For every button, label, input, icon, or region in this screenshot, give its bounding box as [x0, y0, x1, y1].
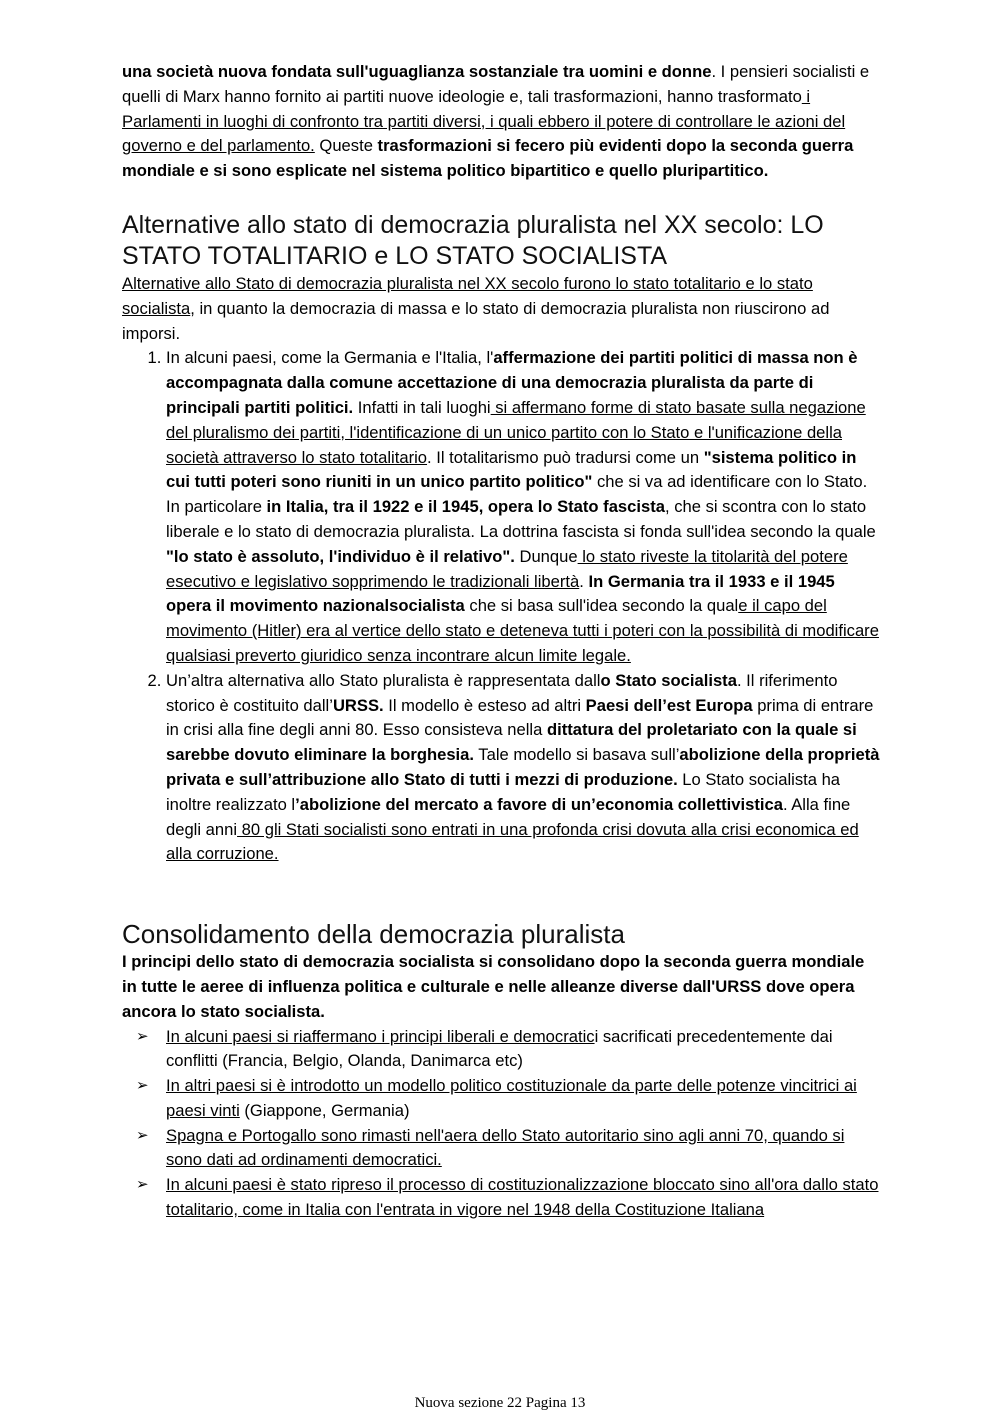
underline-run: In alcuni paesi si riaffermano i principi liberali e democratic	[166, 1026, 595, 1046]
bold-run: "sistema politico in cui tutti poteri sono riuniti in un unico partito politico"	[166, 447, 857, 492]
text-run: prima di entrare in crisi alla fine degli anni 80. Esso consisteva nella	[166, 695, 874, 740]
text-run: . Il totalitarismo può tradursi come un	[427, 447, 704, 467]
consolidation-intro	[122, 950, 882, 1024]
bold-run: In Germania tra il 1933 e il 1945 opera il movimento nazionalsocialista	[166, 571, 835, 616]
bold-run: dittatura del proletariato con la quale si sarebbe dovuto eliminare la borghesia.	[166, 720, 857, 765]
text-run: Infatti in tali luoghi	[353, 397, 491, 417]
text-run: .	[579, 571, 589, 591]
bold-run: affermazione dei partiti politici di massa non è accompagnata dalla comune accettazione di una democrazia pluralista da parte di principali partiti politici.	[166, 348, 858, 417]
underline-run: In alcuni paesi è stato ripreso il processo di costituzionalizzazione bloccato sino all'ora dallo stato totalitario, come in Italia con l'entrata in vigore nel 1948 della Costituzione Italiana	[166, 1175, 879, 1220]
text-run: Il modello è esteso ad altri	[383, 695, 586, 715]
intro-paragraph	[122, 60, 882, 184]
underline-run: e il capo del movimento (Hitler) era al vertice dello stato e deteneva tutti i poteri con la possibilità di modificare qualsiasi preverto giuridico senza incontrare alcun limite legale.	[166, 596, 879, 665]
heading-alternative: Alternative allo stato di democrazia pluralista nel XX secolo: LO STATO TOTALITARIO e LO STATO SOCIALISTA	[122, 210, 824, 270]
text-run: . Alla fine degli anni	[166, 794, 851, 839]
consolidation-list	[122, 1025, 882, 1223]
bold-run: "lo stato è assoluto, l'individuo è il relativo".	[166, 546, 515, 566]
text-run: che si va ad identificare con lo Stato. In particolare	[166, 472, 868, 517]
bold-run: in Italia, tra il 1922 e il 1945, opera lo Stato fascista	[266, 497, 665, 517]
bold-run: abolizione della proprietà privata e sull’attribuzione allo Stato di tutti i mezzi di produzione.	[166, 745, 880, 789]
underline-run: Spagna e Portogallo sono rimasti nell'aera dello Stato autoritario sino agli anni 70, quando si sono dati ad ordinamenti democratici.	[166, 1125, 845, 1170]
alternative-intro-text: , in quanto la democrazia di massa e lo stato di democrazia pluralista non riuscirono ad imporsi.	[122, 298, 830, 343]
intro-text-1: . I pensieri socialisti e quelli di Marx hanno fornito ai partiti nuove ideologie e, tali trasformazioni, hanno trasformato	[122, 62, 870, 106]
list-item	[136, 1025, 882, 1075]
text-run: Un’altra alternativa allo Stato pluralista è rappresentata dall	[166, 670, 601, 690]
list-item-totalitarian	[166, 346, 882, 668]
alternative-intro	[122, 272, 882, 346]
arrow-bullet-icon: ➢	[136, 1027, 149, 1045]
list-item	[136, 1124, 882, 1174]
text-run: (Giappone, Germania)	[239, 1100, 410, 1120]
underline-run: In altri paesi si è introdotto un modello politico costituzionale da parte delle potenze vincitrici ai paesi vinti	[166, 1076, 857, 1120]
document-page	[122, 60, 882, 1223]
arrow-bullet-icon: ➢	[136, 1077, 149, 1095]
list-item	[136, 1173, 882, 1223]
text-run: In alcuni paesi, come la Germania e l'Italia, l'	[166, 348, 494, 368]
consolidation-intro-bold: I principi dello stato di democrazia socialista si consolidano dopo la seconda guerra mondiale in tutte le aeree di influenza politica e culturale e nelle alleanze diverse dall'URSS dove opera ancora lo stato socialista.	[122, 952, 865, 1021]
text-run: , che si scontra con lo stato liberale e lo stato di democrazia pluralista. La dottrina fascista si fonda sull'idea secondo la quale	[166, 497, 876, 541]
page-footer: Nuova sezione 22 Pagina 13	[414, 1395, 586, 1411]
list-item-socialist	[166, 669, 882, 867]
underline-run: si affermano forme di stato basate sulla negazione del pluralismo dei partiti, l'identificazione di un unico partito con lo Stato e l'unificazione della società attraverso lo stato totalitario	[166, 397, 866, 467]
intro-text-2: Queste	[314, 136, 378, 156]
intro-bold-1: una società nuova fondata sull'uguaglianza sostanziale tra uomini e donne	[122, 62, 712, 81]
underline-run: lo stato riveste la titolarità del potere esecutivo e legislativo sopprimendo le tradizionali libertà	[166, 546, 848, 591]
alternative-list	[122, 346, 882, 867]
arrow-bullet-icon: ➢	[136, 1176, 149, 1194]
arrow-bullet-icon: ➢	[136, 1126, 149, 1144]
text-run: i sacrificati precedentemente dai conflitti (Francia, Belgio, Olanda, Danimarca etc)	[166, 1026, 833, 1071]
text-run: . Il riferimento storico è costituito dall’	[166, 670, 838, 715]
heading-consolidation: Consolidamento della democrazia pluralista	[122, 919, 625, 950]
alternative-intro-underline: Alternative allo Stato di democrazia pluralista nel XX secolo furono lo stato totalitario e lo stato socialista	[122, 273, 813, 318]
text-run: Dunque	[514, 546, 578, 566]
bold-run: Paesi dell’est Europa	[585, 695, 753, 715]
list-item	[136, 1074, 882, 1124]
intro-underline-1: i Parlamenti in luoghi di confronto tra partiti diversi, i quali ebbero il potere di controllare le azioni del governo e del parlamento.	[122, 86, 846, 156]
text-run: Tale modello si basava sull’	[474, 745, 680, 765]
bold-run: URSS.	[332, 695, 384, 715]
text-run: che si basa sull'idea secondo la qual	[464, 596, 739, 616]
intro-bold-2: trasformazioni si fecero più evidenti dopo la seconda guerra mondiale e si sono esplicate nel sistema politico bipartitico e quello pluripartitico.	[122, 136, 854, 181]
bold-run: o Stato socialista	[600, 670, 737, 690]
underline-run: 80 gli Stati socialisti sono entrati in una profonda crisi dovuta alla crisi economica ed alla corruzione.	[166, 819, 859, 864]
text-run: Lo Stato socialista ha inoltre realizzato l	[166, 769, 841, 814]
bold-run: ’abolizione del mercato a favore di un’economia collettivistica	[295, 794, 783, 814]
